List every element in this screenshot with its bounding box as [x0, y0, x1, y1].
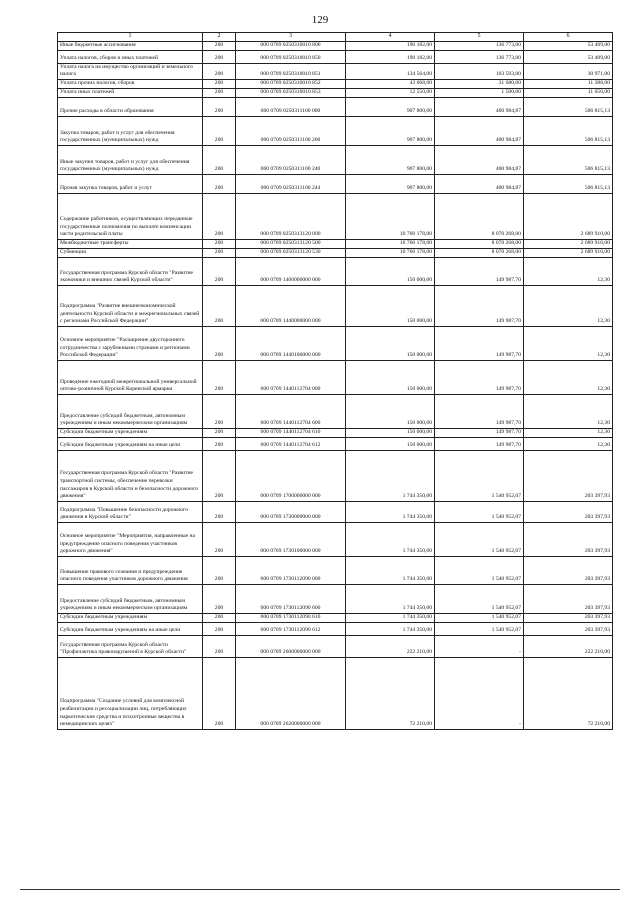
table-body: [58, 41, 613, 729]
row-remainder-cell: 11 388,00: [524, 79, 613, 88]
row-name-cell: Иные бюджетные ассигнования: [58, 41, 203, 50]
row-executed-cell: 1 540 952,07: [435, 522, 524, 556]
row-classification-cell: 000 0709 0250313120 530: [236, 248, 346, 257]
row-name-cell: Межбюджетные трансферты: [58, 239, 203, 248]
row-classification-cell: 000 0709 1730112090 600: [236, 584, 346, 613]
row-name-cell: Государственная программа Курской области "Профилактика правонарушений в Курской области": [58, 635, 203, 657]
row-remainder-cell: 2 689 910,00: [524, 248, 613, 257]
table-row: [58, 145, 613, 174]
row-code-cell: 200: [203, 193, 236, 239]
row-code-cell: 200: [203, 556, 236, 584]
row-code-cell: 200: [203, 174, 236, 193]
row-name-cell: Основное мероприятие "Мероприятия, направленные на предупреждение опасного поведения участников дорожного движения": [58, 522, 203, 556]
row-plan-cell: 190 182,00: [346, 41, 435, 50]
row-plan-cell: 10 760 178,00: [346, 193, 435, 239]
row-executed-cell: -: [435, 635, 524, 657]
row-classification-cell: 000 0709 0250310010 852: [236, 79, 346, 88]
row-code-cell: 200: [203, 394, 236, 428]
row-executed-cell: 1 500,00: [435, 88, 524, 97]
table-row: [58, 257, 613, 285]
row-classification-cell: 000 0709 1400000000 000: [236, 257, 346, 285]
page-bottom-rule: [20, 889, 620, 890]
row-plan-cell: 1 744 350,00: [346, 622, 435, 635]
row-code-cell: 200: [203, 613, 236, 622]
row-executed-cell: 103 593,00: [435, 63, 524, 79]
row-name-cell: Иные закупки товаров, работ и услуг для обеспечения государственных (муниципальных) нужд: [58, 145, 203, 174]
row-executed-cell: 1 540 952,07: [435, 584, 524, 613]
row-name-cell: Уплата налогов, сборов и иных платежей: [58, 50, 203, 63]
row-name-cell: Субсидии бюджетным учреждениям на иные цели: [58, 622, 203, 635]
row-plan-cell: 150 000,00: [346, 437, 435, 450]
row-executed-cell: 149 987,70: [435, 285, 524, 326]
row-code-cell: 200: [203, 248, 236, 257]
row-executed-cell: 400 984,87: [435, 97, 524, 116]
row-executed-cell: 149 987,70: [435, 360, 524, 394]
row-name-cell: Проведение ежегодной межрегиональной универсальной оптово-розничной Курской Коренской ярмарки: [58, 360, 203, 394]
row-code-cell: 200: [203, 41, 236, 50]
row-plan-cell: 907 800,00: [346, 116, 435, 145]
row-remainder-cell: 12,30: [524, 285, 613, 326]
row-plan-cell: 150 000,00: [346, 360, 435, 394]
row-code-cell: 200: [203, 437, 236, 450]
row-remainder-cell: 506 815,13: [524, 97, 613, 116]
row-code-cell: 200: [203, 622, 236, 635]
row-name-cell: Прочие расходы в области образования: [58, 97, 203, 116]
row-executed-cell: -: [435, 657, 524, 729]
row-name-cell: Содержание работников, осуществляющих переданные государственные полномочия по выплате компенсации части родительской платы: [58, 193, 203, 239]
row-plan-cell: 1 744 350,00: [346, 584, 435, 613]
row-remainder-cell: 12,30: [524, 326, 613, 360]
row-executed-cell: 31 680,00: [435, 79, 524, 88]
row-classification-cell: 000 0709 1440100000 000: [236, 326, 346, 360]
row-code-cell: 200: [203, 79, 236, 88]
row-name-cell: Государственная программа Курской области "Развитие экономики и внешних связей Курской области": [58, 257, 203, 285]
column-header-5: 5: [435, 33, 524, 42]
row-name-cell: Подпрограмма "Повышение безопасности дорожного движения в Курской области": [58, 501, 203, 522]
row-executed-cell: 149 987,70: [435, 394, 524, 428]
row-name-cell: Субсидии бюджетным учреждениям: [58, 428, 203, 437]
column-header-6: 6: [524, 33, 613, 42]
row-plan-cell: 10 760 178,00: [346, 239, 435, 248]
row-classification-cell: 000 0709 0250310010 853: [236, 88, 346, 97]
row-classification-cell: 000 0709 1440112704 610: [236, 428, 346, 437]
row-code-cell: 200: [203, 522, 236, 556]
table-row: [58, 613, 613, 622]
row-plan-cell: 150 000,00: [346, 428, 435, 437]
row-name-cell: Субсидии бюджетным учреждениям на иные цели: [58, 437, 203, 450]
column-header-3: 3: [236, 33, 346, 42]
row-name-cell: Подпрограмма "Создание условий для комплексной реабилитации и ресоциализации лиц, потребляющих наркотические средства и психотропные вещества в немедицинских целях": [58, 657, 203, 729]
row-plan-cell: 907 800,00: [346, 145, 435, 174]
row-classification-cell: 000 0709 1730112090 000: [236, 556, 346, 584]
row-name-cell: Повышение правового сознания и предупреждение опасного поведения участников дорожного движения: [58, 556, 203, 584]
row-classification-cell: 000 0709 0250311100 244: [236, 174, 346, 193]
table-row: [58, 193, 613, 239]
row-code-cell: 200: [203, 257, 236, 285]
row-plan-cell: 10 760 178,00: [346, 248, 435, 257]
table-row: [58, 635, 613, 657]
row-name-cell: Закупка товаров, работ и услуг для обеспечения государственных (муниципальных) нужд: [58, 116, 203, 145]
row-plan-cell: 150 000,00: [346, 326, 435, 360]
row-remainder-cell: 11 050,00: [524, 88, 613, 97]
row-executed-cell: 8 070 268,00: [435, 239, 524, 248]
row-classification-cell: 000 0709 0250311100 000: [236, 97, 346, 116]
row-executed-cell: 8 070 268,00: [435, 193, 524, 239]
table-row: [58, 437, 613, 450]
row-remainder-cell: 53 409,00: [524, 41, 613, 50]
table-row: [58, 50, 613, 63]
row-classification-cell: 000 0709 0250310010 850: [236, 50, 346, 63]
row-classification-cell: 000 0709 0250310010 800: [236, 41, 346, 50]
row-code-cell: 200: [203, 360, 236, 394]
row-remainder-cell: 222 210,00: [524, 635, 613, 657]
row-classification-cell: 000 0709 0250313120 500: [236, 239, 346, 248]
row-code-cell: 200: [203, 145, 236, 174]
row-classification-cell: 000 0709 2600000000 000: [236, 635, 346, 657]
row-code-cell: 200: [203, 326, 236, 360]
row-plan-cell: 907 800,00: [346, 97, 435, 116]
page-number: 129: [311, 14, 329, 26]
table-row: [58, 450, 613, 501]
row-executed-cell: 1 540 952,07: [435, 556, 524, 584]
row-plan-cell: 150 000,00: [346, 257, 435, 285]
row-remainder-cell: 72 210,00: [524, 657, 613, 729]
row-remainder-cell: 203 397,93: [524, 522, 613, 556]
row-classification-cell: 000 0709 1730112090 612: [236, 622, 346, 635]
row-plan-cell: 150 000,00: [346, 394, 435, 428]
row-remainder-cell: 12,30: [524, 257, 613, 285]
table-row: [58, 285, 613, 326]
table-row: [58, 428, 613, 437]
row-name-cell: Предоставление субсидий бюджетным, автономным учреждениям и иным некоммерческим организациям: [58, 394, 203, 428]
row-remainder-cell: 30 971,00: [524, 63, 613, 79]
row-name-cell: Прочая закупка товаров, работ и услуг: [58, 174, 203, 193]
table-row: [58, 97, 613, 116]
table-row: [58, 657, 613, 729]
row-classification-cell: 000 0709 2620000000 000: [236, 657, 346, 729]
row-plan-cell: 43 068,00: [346, 79, 435, 88]
row-plan-cell: 1 744 350,00: [346, 450, 435, 501]
row-code-cell: 200: [203, 97, 236, 116]
table-row: [58, 394, 613, 428]
row-plan-cell: 1 744 350,00: [346, 522, 435, 556]
row-executed-cell: 8 070 268,00: [435, 248, 524, 257]
row-executed-cell: 400 984,87: [435, 174, 524, 193]
row-remainder-cell: 203 397,93: [524, 584, 613, 613]
row-classification-cell: 000 0709 1730000000 000: [236, 501, 346, 522]
row-executed-cell: 149 987,70: [435, 437, 524, 450]
row-classification-cell: 000 0709 0250311100 240: [236, 145, 346, 174]
row-classification-cell: 000 0709 1440112704 000: [236, 360, 346, 394]
budget-execution-table: [57, 32, 613, 730]
row-remainder-cell: 2 689 910,00: [524, 193, 613, 239]
table-row: [58, 88, 613, 97]
table-header-row: [58, 33, 613, 42]
row-classification-cell: 000 0709 0250310010 851: [236, 63, 346, 79]
table-row: [58, 622, 613, 635]
row-remainder-cell: 203 397,93: [524, 622, 613, 635]
row-plan-cell: 1 744 350,00: [346, 613, 435, 622]
row-remainder-cell: 12,30: [524, 437, 613, 450]
row-name-cell: Субсидии бюджетным учреждениям: [58, 613, 203, 622]
column-header-4: 4: [346, 33, 435, 42]
column-header-1: 1: [58, 33, 203, 42]
row-code-cell: 200: [203, 584, 236, 613]
table-row: [58, 584, 613, 613]
table-row: [58, 248, 613, 257]
row-code-cell: 200: [203, 501, 236, 522]
table-row: [58, 239, 613, 248]
row-classification-cell: 000 0709 1440112704 600: [236, 394, 346, 428]
row-remainder-cell: 12,30: [524, 428, 613, 437]
row-remainder-cell: 53 409,00: [524, 50, 613, 63]
row-executed-cell: 136 773,00: [435, 50, 524, 63]
table-row: [58, 63, 613, 79]
table-row: [58, 501, 613, 522]
row-classification-cell: 000 0709 1700000000 000: [236, 450, 346, 501]
row-remainder-cell: 12,30: [524, 394, 613, 428]
row-executed-cell: 400 984,87: [435, 116, 524, 145]
row-name-cell: Уплата налога на имущество организаций и земельного налога: [58, 63, 203, 79]
row-remainder-cell: 203 397,93: [524, 556, 613, 584]
row-plan-cell: 72 210,00: [346, 657, 435, 729]
row-remainder-cell: 203 397,93: [524, 501, 613, 522]
row-plan-cell: 1 744 350,00: [346, 501, 435, 522]
table-row: [58, 360, 613, 394]
row-name-cell: Предоставление субсидий бюджетным, автономным учреждениям и иным некоммерческим организациям: [58, 584, 203, 613]
row-plan-cell: 150 000,00: [346, 285, 435, 326]
row-remainder-cell: 2 689 910,00: [524, 239, 613, 248]
row-remainder-cell: 506 815,13: [524, 145, 613, 174]
row-executed-cell: 149 987,70: [435, 428, 524, 437]
row-executed-cell: 1 540 952,07: [435, 450, 524, 501]
row-code-cell: 200: [203, 63, 236, 79]
row-code-cell: 200: [203, 116, 236, 145]
table-row: [58, 326, 613, 360]
row-classification-cell: 000 0709 1440112704 612: [236, 437, 346, 450]
row-remainder-cell: 12,30: [524, 360, 613, 394]
row-executed-cell: 1 540 952,07: [435, 613, 524, 622]
row-name-cell: Подпрограмма "Развитие внешнеэкономической деятельности Курской области и межрегиональных связей с регионами Российской Федерации": [58, 285, 203, 326]
column-header-2: 2: [203, 33, 236, 42]
row-code-cell: 200: [203, 239, 236, 248]
table-row: [58, 41, 613, 50]
row-executed-cell: 400 984,87: [435, 145, 524, 174]
row-remainder-cell: 203 397,93: [524, 450, 613, 501]
row-code-cell: 200: [203, 635, 236, 657]
row-plan-cell: 12 550,00: [346, 88, 435, 97]
row-executed-cell: 149 987,70: [435, 326, 524, 360]
row-plan-cell: 907 800,00: [346, 174, 435, 193]
row-plan-cell: 134 564,00: [346, 63, 435, 79]
row-name-cell: Уплата иных платежей: [58, 88, 203, 97]
table-row: [58, 556, 613, 584]
row-executed-cell: 149 987,70: [435, 257, 524, 285]
row-code-cell: 200: [203, 50, 236, 63]
row-plan-cell: 190 182,00: [346, 50, 435, 63]
row-classification-cell: 000 0709 1730100000 000: [236, 522, 346, 556]
table-row: [58, 522, 613, 556]
row-classification-cell: 000 0709 1730112090 610: [236, 613, 346, 622]
row-executed-cell: 1 540 952,07: [435, 622, 524, 635]
row-code-cell: 200: [203, 450, 236, 501]
row-executed-cell: 136 773,00: [435, 41, 524, 50]
row-code-cell: 200: [203, 657, 236, 729]
row-classification-cell: 000 0709 0250313120 000: [236, 193, 346, 239]
row-name-cell: Основное мероприятие "Расширение двустороннего сотрудничества с зарубежными странами и регионами Российской Федерации": [58, 326, 203, 360]
row-remainder-cell: 203 397,93: [524, 613, 613, 622]
table-row: [58, 79, 613, 88]
row-name-cell: Уплата прочих налогов, сборов: [58, 79, 203, 88]
row-code-cell: 200: [203, 285, 236, 326]
row-classification-cell: 000 0709 0250311100 200: [236, 116, 346, 145]
row-code-cell: 200: [203, 88, 236, 97]
table-row: [58, 116, 613, 145]
row-remainder-cell: 506 815,13: [524, 116, 613, 145]
row-plan-cell: 222 210,00: [346, 635, 435, 657]
row-classification-cell: 000 0709 1440000000 000: [236, 285, 346, 326]
row-code-cell: 200: [203, 428, 236, 437]
row-plan-cell: 1 744 350,00: [346, 556, 435, 584]
table-row: [58, 174, 613, 193]
row-remainder-cell: 506 815,13: [524, 174, 613, 193]
row-executed-cell: 1 540 952,07: [435, 501, 524, 522]
row-name-cell: Государственная программа Курской области "Развитие транспортной системы, обеспечение перевозки пассажиров в Курской области и безопасности дорожного движения": [58, 450, 203, 501]
row-name-cell: Субвенции: [58, 248, 203, 257]
